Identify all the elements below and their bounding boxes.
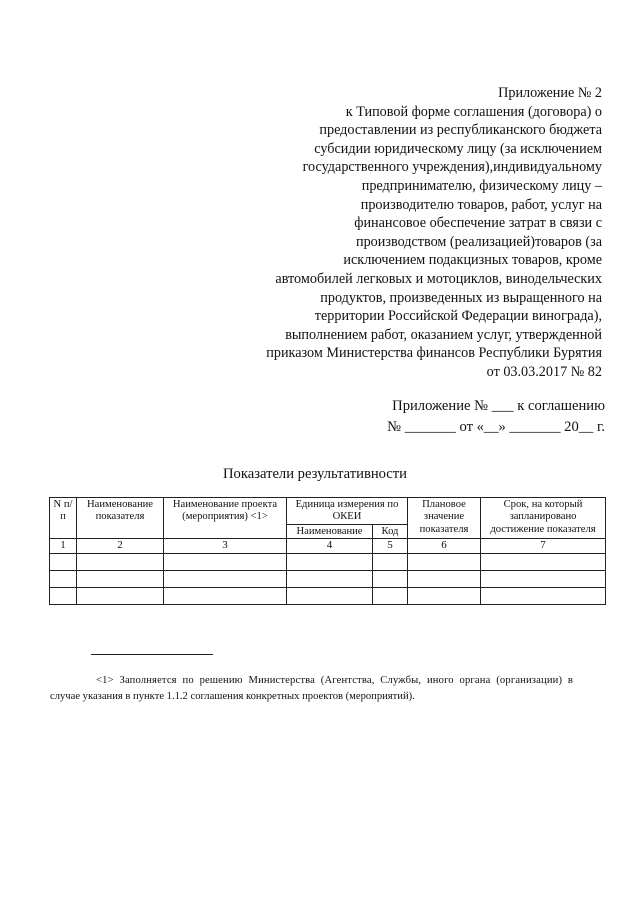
header-line: Приложение № 2 xyxy=(498,85,602,101)
header-line: приказом Министерства финансов Республики Бурятия xyxy=(266,345,602,362)
column-number: 7 xyxy=(481,539,606,554)
header-line: выполнением работ, оказанием услуг, утвержденной xyxy=(285,326,602,343)
table-cell xyxy=(77,588,164,605)
footnote-divider xyxy=(91,654,213,655)
table-row xyxy=(50,571,606,588)
table-cell xyxy=(373,554,408,571)
table-cell xyxy=(287,554,373,571)
table-cell xyxy=(408,554,481,571)
header-line: исключением подакцизных товаров, кроме xyxy=(343,252,602,269)
header-line: субсидии юридическому лицу (за исключением xyxy=(314,140,602,157)
table-cell xyxy=(373,588,408,605)
header-line: от 03.03.2017 № 82 xyxy=(486,363,602,380)
table-cell xyxy=(408,571,481,588)
footnote-line: случае указания в пункте 1.1.2 соглашения конкретных проектов (мероприятий). xyxy=(50,691,415,702)
header-line: производством (реализацией)товаров (за xyxy=(356,233,602,250)
header-indicator-name: Наименование показателя xyxy=(77,498,164,539)
header-planned-value: Плановое значение показателя xyxy=(408,498,481,539)
column-number: 3 xyxy=(164,539,287,554)
table-cell xyxy=(373,571,408,588)
table-cell xyxy=(164,571,287,588)
header-line: предоставлении из республиканского бюджета xyxy=(319,122,602,139)
header-line: предпринимателю, физическому лицу – xyxy=(361,177,602,194)
agreement-reference xyxy=(387,396,605,437)
table-title: Показатели результативности xyxy=(223,466,407,482)
column-number: 5 xyxy=(373,539,408,554)
table-cell xyxy=(287,571,373,588)
table-cell xyxy=(77,554,164,571)
table-cell xyxy=(164,554,287,571)
header-line: государственного учреждения),индивидуальному xyxy=(302,159,602,176)
header-project-name: Наименование проекта (мероприятия) <1> xyxy=(164,498,287,539)
header-deadline: Срок, на который запланировано достижение показателя xyxy=(481,498,606,539)
header-unit-group: Единица измерения по ОКЕИ xyxy=(287,498,408,525)
table-cell xyxy=(50,571,77,588)
indicators-table xyxy=(49,497,606,605)
table-row xyxy=(50,588,606,605)
column-number: 1 xyxy=(50,539,77,554)
table-cell xyxy=(408,588,481,605)
table-cell xyxy=(77,571,164,588)
header-line: территории Российской Федерации винограда), xyxy=(314,308,602,325)
document-header xyxy=(202,84,602,382)
footnote xyxy=(50,673,608,705)
table-cell xyxy=(164,588,287,605)
table-cell xyxy=(481,588,606,605)
agreement-annex-line: Приложение № ___ к соглашению xyxy=(392,398,605,414)
header-unit-code: Код xyxy=(373,524,408,538)
header-line: к Типовой форме соглашения (договора) о xyxy=(345,103,602,120)
column-number: 4 xyxy=(287,539,373,554)
footnote-line: <1> Заполняется по решению Министерства (Агентства, Службы, иного органа (организации) в xyxy=(96,675,574,686)
table-cell xyxy=(481,571,606,588)
table-cell xyxy=(481,554,606,571)
header-line: финансовое обеспечение затрат в связи с xyxy=(354,215,602,232)
column-number: 6 xyxy=(408,539,481,554)
agreement-number-date-line: № _______ от «__» _______ 20__ г. xyxy=(387,418,605,435)
header-line: автомобилей легковых и мотоциклов, винодельческих xyxy=(275,270,602,287)
table-row xyxy=(50,554,606,571)
header-line: производителю товаров, работ, услуг на xyxy=(360,196,602,213)
table-cell xyxy=(287,588,373,605)
table-cell xyxy=(50,588,77,605)
column-number: 2 xyxy=(77,539,164,554)
header-line: продуктов, произведенных из выращенного на xyxy=(320,289,602,306)
column-number-row xyxy=(50,539,606,554)
table-cell xyxy=(50,554,77,571)
header-num: N п/п xyxy=(50,498,77,539)
header-unit-name: Наименование xyxy=(287,524,373,538)
